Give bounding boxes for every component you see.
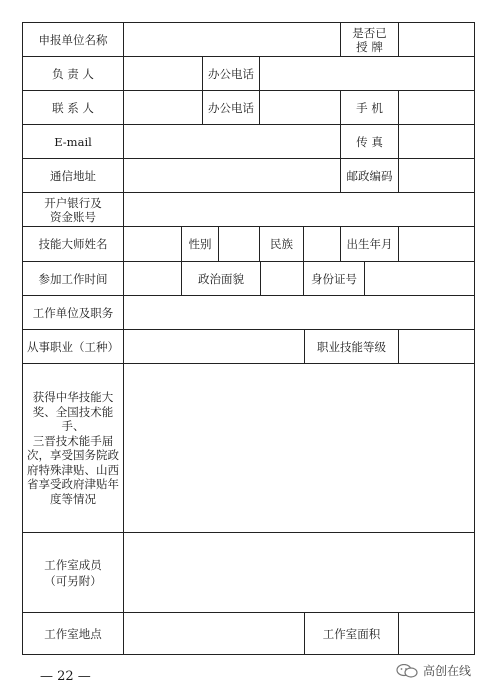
label-master-name: 技能大师姓名	[22, 226, 124, 262]
field-id-no[interactable]	[364, 261, 475, 296]
label-office-phone-1: 办公电话	[202, 56, 260, 91]
field-contact[interactable]	[123, 90, 203, 125]
field-ethnicity[interactable]	[303, 226, 341, 262]
field-email[interactable]	[123, 124, 341, 159]
label-employer: 工作单位及职务	[22, 295, 124, 330]
field-birth[interactable]	[398, 226, 475, 262]
label-gender: 性别	[181, 226, 219, 262]
label-location: 工作室地点	[22, 612, 124, 655]
field-skill-level[interactable]	[398, 329, 475, 364]
label-leader: 负 责 人	[22, 56, 124, 91]
field-political[interactable]	[260, 261, 304, 296]
label-members: 工作室成员 （可另附）	[22, 532, 124, 613]
field-bank[interactable]	[123, 192, 475, 227]
field-work-start[interactable]	[123, 261, 182, 296]
label-political: 政治面貌	[181, 261, 261, 296]
label-fax: 传 真	[340, 124, 399, 159]
label-address: 通信地址	[22, 158, 124, 193]
field-office-phone-2[interactable]	[259, 90, 341, 125]
field-members[interactable]	[123, 532, 475, 613]
label-office-phone-2: 办公电话	[202, 90, 260, 125]
label-email: E-mail	[22, 124, 124, 159]
label-occupation: 从事职业（工种）	[22, 329, 124, 364]
label-ethnicity: 民族	[259, 226, 304, 262]
field-fax[interactable]	[398, 124, 475, 159]
page-number: — 22 —	[40, 669, 91, 684]
label-id-no: 身份证号	[303, 261, 365, 296]
field-area[interactable]	[398, 612, 475, 655]
field-licensed[interactable]	[398, 22, 475, 57]
label-licensed: 是否已 授 牌	[340, 22, 399, 57]
field-address[interactable]	[123, 158, 341, 193]
field-gender[interactable]	[218, 226, 260, 262]
label-unit-name: 申报单位名称	[22, 22, 124, 57]
label-awards: 获得中华技能大 奖、全国技术能手、 三晋技术能手届 次，享受国务院政 府特殊津贴、山西 省享受政府津贴年 度等情况	[22, 363, 124, 533]
field-occupation[interactable]	[123, 329, 305, 364]
label-postcode: 邮政编码	[340, 158, 399, 193]
label-area: 工作室面积	[304, 612, 399, 655]
label-bank: 开户银行及 资金账号	[22, 192, 124, 227]
field-leader[interactable]	[123, 56, 203, 91]
label-mobile: 手 机	[340, 90, 399, 125]
application-form	[22, 22, 475, 655]
label-birth: 出生年月	[340, 226, 399, 262]
field-location[interactable]	[123, 612, 305, 655]
field-master-name[interactable]	[123, 226, 182, 262]
field-office-phone-1[interactable]	[259, 56, 475, 91]
label-contact: 联 系 人	[22, 90, 124, 125]
field-postcode[interactable]	[398, 158, 475, 193]
watermark	[396, 662, 471, 679]
field-mobile[interactable]	[398, 90, 475, 125]
label-work-start: 参加工作时间	[22, 261, 124, 296]
label-skill-level: 职业技能等级	[304, 329, 399, 364]
field-awards[interactable]	[123, 363, 475, 533]
field-employer[interactable]	[123, 295, 475, 330]
wechat-icon	[396, 664, 418, 678]
watermark-text: 高创在线	[423, 664, 472, 678]
field-unit-name[interactable]	[123, 22, 341, 57]
